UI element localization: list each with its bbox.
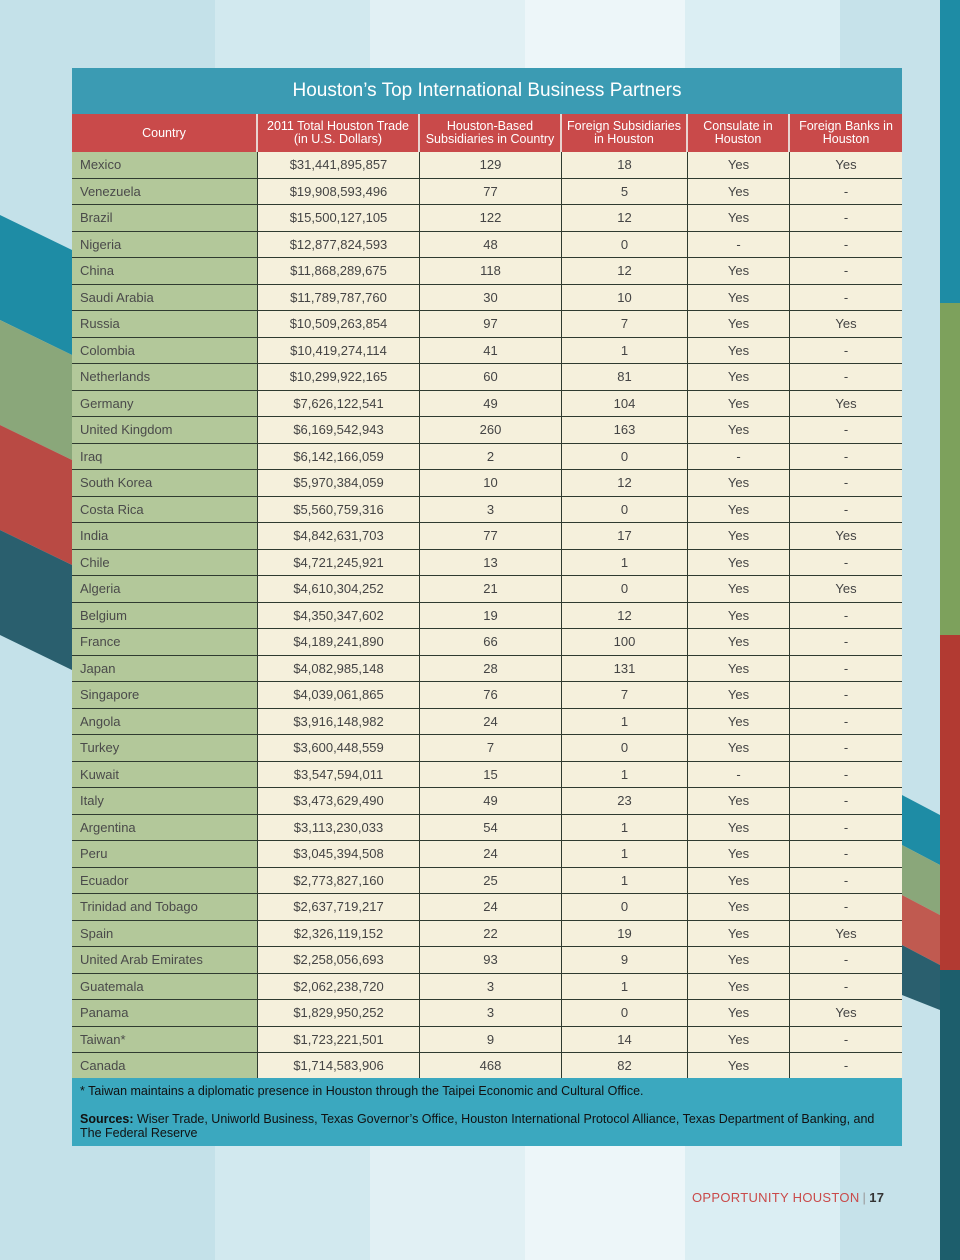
data-cell: Yes bbox=[688, 152, 790, 178]
data-cell: - bbox=[790, 417, 902, 443]
data-cell: 76 bbox=[420, 682, 562, 708]
table-title: Houston’s Top International Business Partners bbox=[72, 68, 902, 114]
data-cell: Yes bbox=[688, 974, 790, 1000]
data-cell: 3 bbox=[420, 497, 562, 523]
country-cell: Netherlands bbox=[72, 364, 258, 390]
data-cell: - bbox=[790, 1027, 902, 1053]
data-cell: 3 bbox=[420, 1000, 562, 1026]
data-cell: 163 bbox=[562, 417, 688, 443]
data-cell: $3,113,230,033 bbox=[258, 815, 420, 841]
data-cell: 12 bbox=[562, 470, 688, 496]
country-cell: Algeria bbox=[72, 576, 258, 602]
data-cell: $4,082,985,148 bbox=[258, 656, 420, 682]
data-cell: 25 bbox=[420, 868, 562, 894]
data-cell: $1,829,950,252 bbox=[258, 1000, 420, 1026]
country-cell: Russia bbox=[72, 311, 258, 337]
data-cell: - bbox=[790, 788, 902, 814]
data-cell: 2 bbox=[420, 444, 562, 470]
table-row bbox=[72, 841, 902, 868]
data-cell: 1 bbox=[562, 762, 688, 788]
data-cell: Yes bbox=[688, 338, 790, 364]
table-row bbox=[72, 894, 902, 921]
data-cell: $5,970,384,059 bbox=[258, 470, 420, 496]
data-cell: 9 bbox=[562, 947, 688, 973]
table-row bbox=[72, 921, 902, 948]
data-cell: $15,500,127,105 bbox=[258, 205, 420, 231]
table-row bbox=[72, 576, 902, 603]
data-cell: Yes bbox=[688, 709, 790, 735]
data-cell: - bbox=[688, 444, 790, 470]
data-cell: Yes bbox=[790, 576, 902, 602]
country-cell: Belgium bbox=[72, 603, 258, 629]
data-cell: 12 bbox=[562, 258, 688, 284]
data-cell: - bbox=[790, 497, 902, 523]
table-row bbox=[72, 470, 902, 497]
data-cell: 30 bbox=[420, 285, 562, 311]
data-cell: Yes bbox=[688, 1027, 790, 1053]
data-cell: 0 bbox=[562, 576, 688, 602]
footnote: * Taiwan maintains a diplomatic presence in Houston through the Taipei Economic and Cultural Office. bbox=[80, 1084, 644, 1098]
table-row bbox=[72, 868, 902, 895]
data-cell: Yes bbox=[688, 868, 790, 894]
table-row bbox=[72, 815, 902, 842]
data-cell: 21 bbox=[420, 576, 562, 602]
data-cell: $31,441,895,857 bbox=[258, 152, 420, 178]
table-row bbox=[72, 788, 902, 815]
data-cell: $1,714,583,906 bbox=[258, 1053, 420, 1079]
data-cell: 24 bbox=[420, 841, 562, 867]
country-cell: United Arab Emirates bbox=[72, 947, 258, 973]
data-cell: 12 bbox=[562, 205, 688, 231]
data-cell: Yes bbox=[688, 205, 790, 231]
data-cell: - bbox=[790, 629, 902, 655]
data-cell: Yes bbox=[688, 815, 790, 841]
partners-table bbox=[72, 68, 902, 1146]
data-cell: - bbox=[790, 709, 902, 735]
data-cell: 9 bbox=[420, 1027, 562, 1053]
table-row bbox=[72, 735, 902, 762]
country-cell: Brazil bbox=[72, 205, 258, 231]
data-cell: - bbox=[790, 682, 902, 708]
data-cell: $2,326,119,152 bbox=[258, 921, 420, 947]
data-cell: Yes bbox=[688, 894, 790, 920]
data-cell: 129 bbox=[420, 152, 562, 178]
data-cell: - bbox=[790, 179, 902, 205]
data-cell: Yes bbox=[688, 1000, 790, 1026]
data-cell: $3,045,394,508 bbox=[258, 841, 420, 867]
data-cell: Yes bbox=[688, 311, 790, 337]
country-cell: Ecuador bbox=[72, 868, 258, 894]
data-cell: $3,547,594,011 bbox=[258, 762, 420, 788]
data-cell: 48 bbox=[420, 232, 562, 258]
data-cell: $4,610,304,252 bbox=[258, 576, 420, 602]
data-cell: 7 bbox=[562, 682, 688, 708]
data-cell: $2,062,238,720 bbox=[258, 974, 420, 1000]
country-cell: Canada bbox=[72, 1053, 258, 1079]
data-cell: 15 bbox=[420, 762, 562, 788]
data-cell: - bbox=[790, 603, 902, 629]
data-cell: 13 bbox=[420, 550, 562, 576]
data-cell: Yes bbox=[688, 470, 790, 496]
data-cell: Yes bbox=[790, 152, 902, 178]
sources-text: Wiser Trade, Uniworld Business, Texas Governor’s Office, Houston International Protocol Alliance, Texas Department of Banking, and The Federal Reserve bbox=[80, 1112, 875, 1140]
table-row bbox=[72, 947, 902, 974]
country-cell: Iraq bbox=[72, 444, 258, 470]
country-cell: France bbox=[72, 629, 258, 655]
country-cell: Costa Rica bbox=[72, 497, 258, 523]
data-cell: 49 bbox=[420, 391, 562, 417]
data-cell: Yes bbox=[790, 921, 902, 947]
data-cell: Yes bbox=[688, 497, 790, 523]
data-cell: - bbox=[790, 285, 902, 311]
table-row bbox=[72, 1053, 902, 1080]
publication-name: OPPORTUNITY HOUSTON bbox=[692, 1190, 860, 1205]
data-cell: Yes bbox=[688, 947, 790, 973]
country-cell: Saudi Arabia bbox=[72, 285, 258, 311]
country-cell: United Kingdom bbox=[72, 417, 258, 443]
data-cell: - bbox=[790, 815, 902, 841]
data-cell: $3,600,448,559 bbox=[258, 735, 420, 761]
country-cell: Trinidad and Tobago bbox=[72, 894, 258, 920]
country-cell: Mexico bbox=[72, 152, 258, 178]
data-cell: - bbox=[790, 974, 902, 1000]
country-cell: Japan bbox=[72, 656, 258, 682]
data-cell: 77 bbox=[420, 179, 562, 205]
data-cell: - bbox=[790, 258, 902, 284]
data-cell: 66 bbox=[420, 629, 562, 655]
table-row bbox=[72, 497, 902, 524]
data-cell: 0 bbox=[562, 735, 688, 761]
data-cell: Yes bbox=[790, 523, 902, 549]
table-row bbox=[72, 417, 902, 444]
data-cell: 0 bbox=[562, 232, 688, 258]
table-row bbox=[72, 629, 902, 656]
data-cell: - bbox=[790, 550, 902, 576]
country-cell: Colombia bbox=[72, 338, 258, 364]
page-number: 17 bbox=[869, 1190, 885, 1205]
table-row bbox=[72, 285, 902, 312]
data-cell: - bbox=[790, 894, 902, 920]
table-row bbox=[72, 1027, 902, 1054]
data-cell: Yes bbox=[688, 735, 790, 761]
data-cell: 17 bbox=[562, 523, 688, 549]
data-cell: - bbox=[790, 470, 902, 496]
data-cell: Yes bbox=[688, 682, 790, 708]
data-cell: - bbox=[790, 364, 902, 390]
data-cell: 5 bbox=[562, 179, 688, 205]
data-cell: 82 bbox=[562, 1053, 688, 1079]
header-cell: Houston-Based Subsidiaries in Country bbox=[420, 114, 562, 152]
data-cell: Yes bbox=[790, 1000, 902, 1026]
data-cell: 1 bbox=[562, 550, 688, 576]
data-cell: $12,877,824,593 bbox=[258, 232, 420, 258]
data-cell: $4,189,241,890 bbox=[258, 629, 420, 655]
data-cell: - bbox=[790, 656, 902, 682]
data-cell: $6,169,542,943 bbox=[258, 417, 420, 443]
data-cell: 100 bbox=[562, 629, 688, 655]
table-row bbox=[72, 391, 902, 418]
table-row bbox=[72, 338, 902, 365]
data-cell: 41 bbox=[420, 338, 562, 364]
data-cell: 93 bbox=[420, 947, 562, 973]
data-cell: 19 bbox=[562, 921, 688, 947]
data-cell: $2,773,827,160 bbox=[258, 868, 420, 894]
table-row bbox=[72, 682, 902, 709]
data-cell: $4,350,347,602 bbox=[258, 603, 420, 629]
data-cell: Yes bbox=[688, 391, 790, 417]
data-cell: Yes bbox=[688, 285, 790, 311]
data-cell: 118 bbox=[420, 258, 562, 284]
data-cell: Yes bbox=[688, 550, 790, 576]
table-footer bbox=[72, 1078, 902, 1146]
country-cell: China bbox=[72, 258, 258, 284]
data-cell: 14 bbox=[562, 1027, 688, 1053]
header-cell: 2011 Total Houston Trade (in U.S. Dollars) bbox=[258, 114, 420, 152]
table-body bbox=[72, 152, 902, 1080]
data-cell: 0 bbox=[562, 1000, 688, 1026]
data-cell: 1 bbox=[562, 974, 688, 1000]
country-cell: Spain bbox=[72, 921, 258, 947]
data-cell: $1,723,221,501 bbox=[258, 1027, 420, 1053]
data-cell: 0 bbox=[562, 497, 688, 523]
data-cell: $3,916,148,982 bbox=[258, 709, 420, 735]
data-cell: - bbox=[688, 232, 790, 258]
header-cell: Foreign Banks in Houston bbox=[799, 119, 893, 146]
data-cell: 18 bbox=[562, 152, 688, 178]
data-cell: 24 bbox=[420, 709, 562, 735]
country-cell: Kuwait bbox=[72, 762, 258, 788]
data-cell: Yes bbox=[688, 788, 790, 814]
country-cell: Chile bbox=[72, 550, 258, 576]
data-cell: 12 bbox=[562, 603, 688, 629]
country-cell: Germany bbox=[72, 391, 258, 417]
header-cell: Consulate in Houston bbox=[688, 114, 790, 152]
data-cell: 10 bbox=[562, 285, 688, 311]
table-header-row bbox=[72, 114, 902, 152]
data-cell: $10,509,263,854 bbox=[258, 311, 420, 337]
data-cell: $19,908,593,496 bbox=[258, 179, 420, 205]
data-cell: 77 bbox=[420, 523, 562, 549]
data-cell: 0 bbox=[562, 444, 688, 470]
table-row bbox=[72, 152, 902, 179]
table-row bbox=[72, 179, 902, 206]
data-cell: Yes bbox=[688, 921, 790, 947]
data-cell: Yes bbox=[688, 603, 790, 629]
data-cell: $4,721,245,921 bbox=[258, 550, 420, 576]
data-cell: Yes bbox=[688, 417, 790, 443]
data-cell: $10,419,274,114 bbox=[258, 338, 420, 364]
data-cell: Yes bbox=[688, 576, 790, 602]
data-cell: $6,142,166,059 bbox=[258, 444, 420, 470]
data-cell: - bbox=[790, 232, 902, 258]
country-cell: Argentina bbox=[72, 815, 258, 841]
table-row bbox=[72, 364, 902, 391]
data-cell: 24 bbox=[420, 894, 562, 920]
data-cell: Yes bbox=[688, 523, 790, 549]
country-cell: India bbox=[72, 523, 258, 549]
data-cell: 10 bbox=[420, 470, 562, 496]
table-row bbox=[72, 709, 902, 736]
country-cell: Panama bbox=[72, 1000, 258, 1026]
data-cell: - bbox=[790, 762, 902, 788]
data-cell: 22 bbox=[420, 921, 562, 947]
country-cell: Italy bbox=[72, 788, 258, 814]
table-row bbox=[72, 762, 902, 789]
data-cell: 3 bbox=[420, 974, 562, 1000]
data-cell: Yes bbox=[790, 311, 902, 337]
data-cell: $3,473,629,490 bbox=[258, 788, 420, 814]
country-cell: Peru bbox=[72, 841, 258, 867]
data-cell: 1 bbox=[562, 815, 688, 841]
data-cell: - bbox=[790, 735, 902, 761]
country-cell: South Korea bbox=[72, 470, 258, 496]
data-cell: 81 bbox=[562, 364, 688, 390]
table-row bbox=[72, 974, 902, 1001]
data-cell: 7 bbox=[562, 311, 688, 337]
data-cell: $4,039,061,865 bbox=[258, 682, 420, 708]
data-cell: 468 bbox=[420, 1053, 562, 1079]
data-cell: $10,299,922,165 bbox=[258, 364, 420, 390]
data-cell: 19 bbox=[420, 603, 562, 629]
data-cell: Yes bbox=[790, 391, 902, 417]
country-cell: Guatemala bbox=[72, 974, 258, 1000]
data-cell: Yes bbox=[688, 656, 790, 682]
data-cell: - bbox=[790, 947, 902, 973]
sources-label: Sources: bbox=[80, 1112, 134, 1126]
data-cell: 60 bbox=[420, 364, 562, 390]
data-cell: $4,842,631,703 bbox=[258, 523, 420, 549]
country-cell: Nigeria bbox=[72, 232, 258, 258]
data-cell: - bbox=[790, 444, 902, 470]
data-cell: - bbox=[790, 1053, 902, 1079]
table-row bbox=[72, 523, 902, 550]
data-cell: $11,789,787,760 bbox=[258, 285, 420, 311]
table-row bbox=[72, 232, 902, 259]
data-cell: 49 bbox=[420, 788, 562, 814]
table-row bbox=[72, 656, 902, 683]
data-cell: - bbox=[790, 841, 902, 867]
data-cell: Yes bbox=[688, 258, 790, 284]
table-row bbox=[72, 205, 902, 232]
data-cell: - bbox=[790, 868, 902, 894]
data-cell: Yes bbox=[688, 1053, 790, 1079]
data-cell: 7 bbox=[420, 735, 562, 761]
data-cell: 122 bbox=[420, 205, 562, 231]
header-cell: Country bbox=[72, 114, 258, 152]
table-row bbox=[72, 258, 902, 285]
data-cell: 97 bbox=[420, 311, 562, 337]
data-cell: 1 bbox=[562, 338, 688, 364]
data-cell: 23 bbox=[562, 788, 688, 814]
data-cell: - bbox=[790, 338, 902, 364]
table-row bbox=[72, 311, 902, 338]
data-cell: Yes bbox=[688, 364, 790, 390]
data-cell: $11,868,289,675 bbox=[258, 258, 420, 284]
data-cell: 28 bbox=[420, 656, 562, 682]
data-cell: 1 bbox=[562, 709, 688, 735]
footer-separator: | bbox=[862, 1190, 867, 1205]
table-row bbox=[72, 1000, 902, 1027]
data-cell: 54 bbox=[420, 815, 562, 841]
data-cell: Yes bbox=[688, 841, 790, 867]
table-row bbox=[72, 603, 902, 630]
country-cell: Turkey bbox=[72, 735, 258, 761]
data-cell: $2,258,056,693 bbox=[258, 947, 420, 973]
table-row bbox=[72, 550, 902, 577]
data-cell: 104 bbox=[562, 391, 688, 417]
data-cell: 0 bbox=[562, 894, 688, 920]
header-cell: Foreign Subsidiaries in Houston bbox=[562, 114, 688, 152]
data-cell: $5,560,759,316 bbox=[258, 497, 420, 523]
data-cell: - bbox=[688, 762, 790, 788]
data-cell: - bbox=[790, 205, 902, 231]
country-cell: Angola bbox=[72, 709, 258, 735]
data-cell: 1 bbox=[562, 868, 688, 894]
data-cell: $2,637,719,217 bbox=[258, 894, 420, 920]
country-cell: Taiwan* bbox=[72, 1027, 258, 1053]
data-cell: Yes bbox=[688, 179, 790, 205]
table-row bbox=[72, 444, 902, 471]
data-cell: 1 bbox=[562, 841, 688, 867]
data-cell: 131 bbox=[562, 656, 688, 682]
country-cell: Venezuela bbox=[72, 179, 258, 205]
data-cell: Yes bbox=[688, 629, 790, 655]
country-cell: Singapore bbox=[72, 682, 258, 708]
page-footer bbox=[692, 1190, 884, 1205]
sources bbox=[80, 1112, 894, 1140]
data-cell: 260 bbox=[420, 417, 562, 443]
data-cell: $7,626,122,541 bbox=[258, 391, 420, 417]
